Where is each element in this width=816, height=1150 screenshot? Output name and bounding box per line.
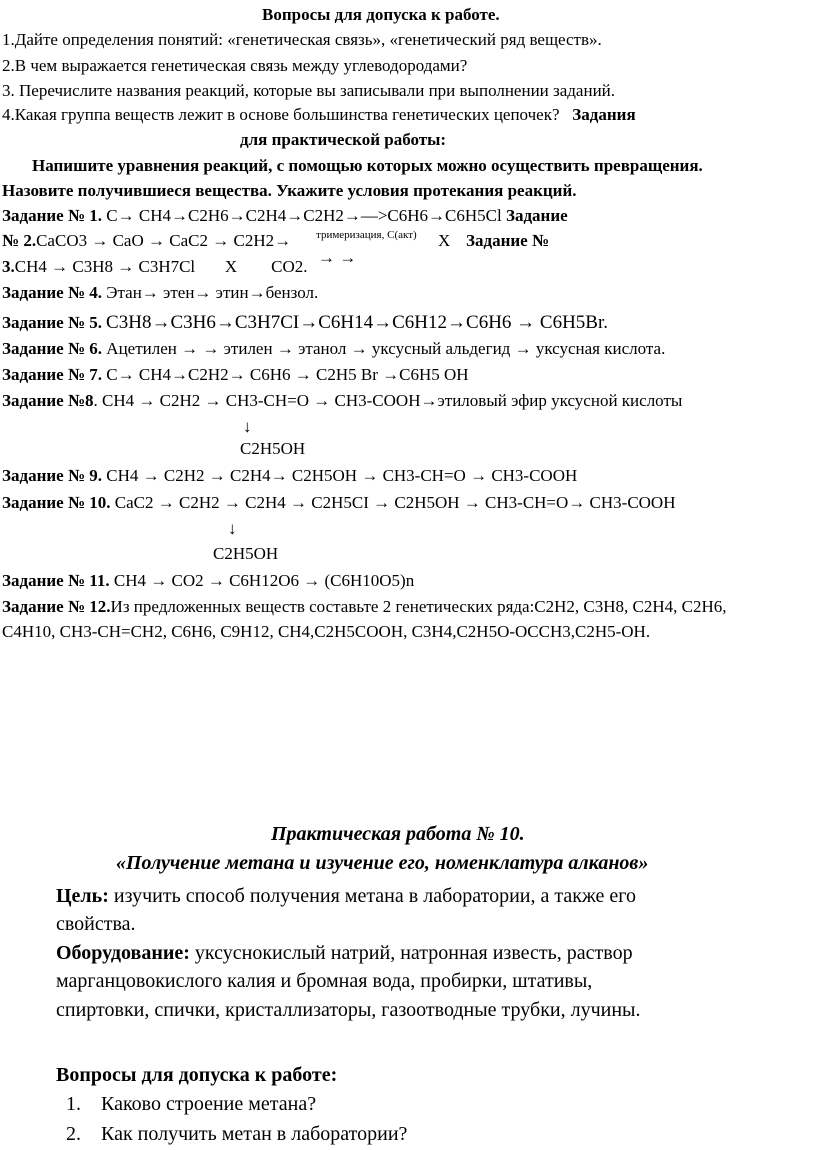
question-4-text: 4.Какая группа веществ лежит в основе большинства генетических цепочек? xyxy=(2,105,560,124)
instruction-a: Напишите уравнения реакций, с помощью которых можно осуществить превращения. xyxy=(32,156,703,175)
task-3-arrows: → → xyxy=(318,248,357,267)
tasks-heading-b: для практической работы: xyxy=(240,130,447,149)
task-5-label: Задание № 5. xyxy=(2,313,103,332)
task-11-text: CH4 → CO2 → C6H12O6 → (C6H10O5)n xyxy=(113,571,415,590)
equipment-text-b: марганцовокислого калия и бромная вода, пробирки, штативы, xyxy=(56,970,593,992)
practical-title: Практическая работа № 10. xyxy=(271,823,525,845)
task-3 xyxy=(2,258,308,277)
task-3-label-a: Задание № xyxy=(466,231,550,250)
question-3: 3. Перечислите названия реакций, которые вы записывали при выполнении заданий. xyxy=(2,81,616,100)
goal-line-a xyxy=(56,885,636,907)
task-12 xyxy=(2,598,727,617)
task-10-text: CaC2 → C2H2 → C2H4 → C2H5CI → C2H5OH → CH3-CH=O→ CH3-COOH xyxy=(114,493,676,512)
admission-question-number-2: 2. xyxy=(66,1123,81,1145)
task-12-text-b: C4H10, CH3-CH=CH2, C6H6, C9H12, CH4,C2H5COOH, C3H4,C2H5O-OCCH3,C2H5-OH. xyxy=(2,622,651,641)
question-4 xyxy=(2,106,636,125)
equipment-text-c: спиртовки, спички, кристаллизаторы, газоотводные трубки, лучины. xyxy=(56,999,641,1021)
task-10-label: Задание № 10. xyxy=(2,493,111,512)
equipment-label: Оборудование: xyxy=(56,942,190,964)
question-2: 2.В чем выражается генетическая связь между углеводородами? xyxy=(2,56,468,75)
goal-label: Цель: xyxy=(56,885,109,907)
admission-questions-heading: Вопросы для допуска к работе: xyxy=(56,1064,338,1086)
task-7-label: Задание № 7. xyxy=(2,365,103,384)
equipment-text-a: уксуснокислый натрий, натронная известь, раствор xyxy=(194,942,633,964)
task-2 xyxy=(2,232,291,251)
question-1: 1.Дайте определения понятий: «генетическая связь», «генетический ряд веществ». xyxy=(2,30,602,49)
task-8-label: Задание №8 xyxy=(2,391,94,410)
goal-text-b: свойства. xyxy=(56,913,136,935)
task-2-label-a: Задание xyxy=(505,206,568,225)
section-title: Вопросы для допуска к работе. xyxy=(262,5,500,24)
task-5-text: C3H8→C3H6→C3H7CI→C6H14→C6H12→C6H6 → C6H5Br. xyxy=(106,312,609,333)
admission-question-number-1: 1. xyxy=(66,1093,81,1115)
task-2-condition: тримеризация, C(акт) xyxy=(316,229,417,241)
task-1-label: Задание № 1. xyxy=(2,206,103,225)
task-10-down-arrow: ↓ xyxy=(228,519,237,538)
task-12-label: Задание № 12. xyxy=(2,597,111,616)
task-3-text: CH4 → C3H8 → C3H7Cl X CO2. xyxy=(14,257,308,276)
task-11 xyxy=(2,572,414,591)
admission-question-1: Каково строение метана? xyxy=(101,1093,317,1115)
task-9 xyxy=(2,467,577,486)
task-7-text: C→ CH4→C2H2→ C6H6 → C2H5 Br →C6H5 OH xyxy=(106,365,469,384)
task-7 xyxy=(2,366,469,385)
task-1-text: C→ CH4→C2H6→C2H4→C2H2→—>C6H6→C6H5Cl xyxy=(106,206,502,225)
task-10-branch: C2H5OH xyxy=(213,544,279,563)
task-4 xyxy=(2,284,318,303)
task-6-label: Задание № 6. xyxy=(2,339,103,358)
task-9-label: Задание № 9. xyxy=(2,466,103,485)
task-11-label: Задание № 11. xyxy=(2,571,110,590)
task-2-tail: X xyxy=(438,231,451,250)
admission-question-2: Как получить метан в лаборатории? xyxy=(101,1123,408,1145)
task-2-label-b: № 2. xyxy=(2,231,37,250)
goal-text-a: изучить способ получения метана в лаборатории, а также его xyxy=(113,885,636,907)
task-3-label-b: 3. xyxy=(2,257,15,276)
task-8-down-arrow: ↓ xyxy=(243,417,252,436)
task-5 xyxy=(2,313,608,334)
task-1 xyxy=(2,207,568,226)
task-2-text: CaCO3 → CaO → CaC2 → C2H2→ xyxy=(36,231,292,250)
instruction-b: Назовите получившиеся вещества. Укажите условия протекания реакций. xyxy=(2,181,577,200)
task-10 xyxy=(2,494,676,513)
task-8 xyxy=(2,392,682,411)
tasks-heading-a: Задания xyxy=(572,105,636,124)
task-4-text: Этан→ этен→ этин→бензол. xyxy=(106,283,319,302)
task-8-branch: C2H5OH xyxy=(240,439,306,458)
task-4-label: Задание № 4. xyxy=(2,283,103,302)
task-12-text-a: Из предложенных веществ составьте 2 генетических ряда:C2H2, C3H8, C2H4, C2H6, xyxy=(110,597,727,616)
task-6 xyxy=(2,340,665,359)
task-8-text: . CH4 → C2H2 → CH3-CH=O → CH3-COOH→этиловый эфир уксусной кислоты xyxy=(93,391,683,410)
equipment-line-a xyxy=(56,942,633,964)
task-6-text: Ацетилен → → этилен → этанол → уксусный альдегид → уксусная кислота. xyxy=(106,339,666,358)
task-9-text: CH4 → C2H2 → C2H4→ C2H5OH → CH3-CH=O → CH3-COOH xyxy=(106,466,578,485)
practical-subtitle: «Получение метана и изучение его, номенклатура алканов» xyxy=(116,852,649,874)
